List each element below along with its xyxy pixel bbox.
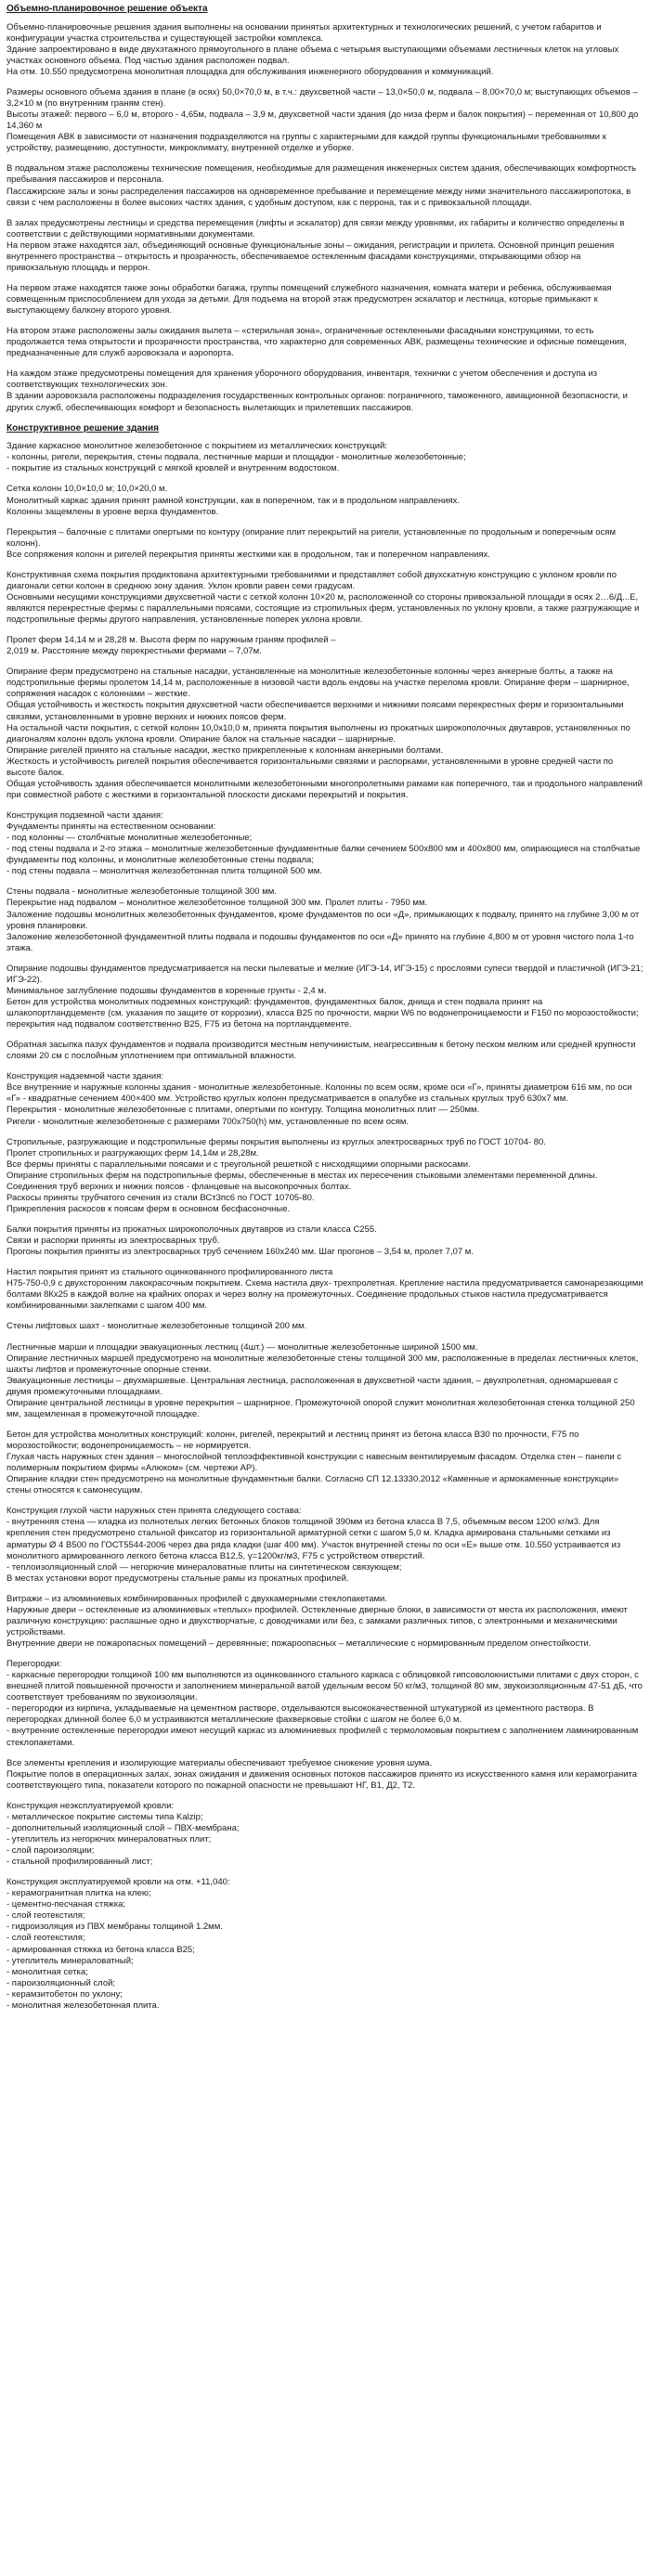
text-line: Здание запроектировано в виде двухэтажного прямоугольного в плане объема с четырьмя выступающими объемами лестничных клеток на угловых участках основного объема. Под частью здания расположен подвал. <box>6 44 619 66</box>
text-line: Перегородки: <box>6 1659 62 1670</box>
text-line: Сетка колонн 10,0×10,0 м; 10,0×20,0 м. <box>6 484 168 495</box>
text-line: - перегородки из кирпича, укладываемые на цементном растворе, отделываются высококачественной штукатуркой из цементного раствора. В перегородках длинной более 6,0 м устраиваются металлические фахверковые стойки с шагом не более 6,0 м. <box>6 1703 594 1726</box>
text-line: Прикрепления раскосов к поясам ферм в основном бесфасоночные. <box>6 1203 291 1214</box>
text-line: Внутренние двери не пожаропасных помещений – деревянные; пожароопасных – металлические с нормированным пределом огнестойкости. <box>6 1638 592 1649</box>
text-line: Опирание центральной лестницы в уровне перекрытия – шарнирное. Промежуточной опорой служит монолитная железобетонная стенка толщиной 250 мм, защемленная в промежуточной площадке. <box>6 1397 635 1419</box>
text-line: Опирание кладки стен предусмотрено на монолитные фундаментные балки. Согласно СП 12.13330.2012 «Каменные и армокаменные конструкции» стены относятся к самонесущим. <box>6 1474 619 1496</box>
text-line: Конструкция эксплуатируемой кровли на отм. +11,040: <box>6 1877 230 1888</box>
text-line: - стальной профилированный лист; <box>6 1857 153 1868</box>
text-line: В здании аэровокзала расположены подразделения государственных контрольных органов: пограничного, таможенного, авиационной безопасности, и других служб, обеспечивающих комфорт и безопасность вылетающих и прилетевших пассажиров. <box>6 391 628 413</box>
text-line: Лестничные марши и площадки эвакуационных лестниц (4шт.) — монолитные железобетонные шириной 1500 мм. <box>6 1341 478 1353</box>
text-line: Бетон для устройства монолитных подземных конструкций: фундаментов, фундаментных балок, днища и стен подвала принят на шлакопортландцементе (см. указания по защите от коррозии), класса В25 по прочности, марки W6 по водонепроницаемости и F150 по морозостойкости; перекрытия над подвалом соответственно B25, F75 из бетона на портландцементе. <box>6 996 639 1030</box>
text-line: Пролет стропильных и разгружающих ферм 14,14м и 28,28м. <box>6 1147 259 1159</box>
text-line: - слой пароизоляции; <box>6 1845 95 1856</box>
text-line: Конструкция надземной части здания: <box>6 1071 163 1082</box>
text-line: Перекрытие над подвалом – монолитное железобетонное толщиной 300 мм. Пролет плиты - 7950 мм. <box>6 898 428 909</box>
text-line: Все элементы крепления и изолирующие материалы обеспечивают требуемое снижение уровня шума. <box>6 1757 433 1768</box>
text-line: - керамогранитная плитка на клею; <box>6 1888 151 1899</box>
paragraph <box>6 22 644 78</box>
text-line: Общая устойчивость и жесткость покрытия двухсветной части обеспечивается верхними и нижними поясами перекрестных ферм и горизонтальными связями, установленными в уровне верхних и нижних поясов ферм. <box>6 700 624 722</box>
text-line: Покрытие полов в операционных залах, зонах ожидания и движения основных потоков пассажиров принято из искусственного камня или керамогранита соответствующего типа, показатели которого по пожарной опасности не превышают НГ, В1, Д2, Т2. <box>6 1768 638 1791</box>
text-line: - гидроизоляция из ПВХ мембраны толщиной 1.2мм. <box>6 1922 223 1933</box>
text-line: Наружные двери – остекленные из алюминиевых «теплых» профилей. Остекленные дверные блоки, в зависимости от места их расположения, имеют различную конструкцию: распашные одно и двухстворчатые, с доводчиками или без, с замками различных типов, с электронными и механическими устройствами. <box>6 1604 628 1638</box>
paragraph <box>6 887 644 953</box>
text-line: Колонны защемлены в уровне верха фундаментов. <box>6 506 219 517</box>
paragraph <box>6 1506 644 1584</box>
text-line: Минимальное заглубление подошвы фундаментов в коренные грунты - 2,4 м. <box>6 985 327 996</box>
text-line: Обратная засыпка пазух фундаментов и подвала производится местным непучинистым, неагрессивным к бетону песком мелким или средней крупности слоями 20 см с послойным уплотнением при оптимальной влажности. <box>6 1040 636 1062</box>
section-heading: Конструктивное решение здания <box>6 422 159 434</box>
paragraph <box>6 1267 644 1312</box>
paragraph <box>6 1137 644 1215</box>
text-line: - каркасные перегородки толщиной 100 мм выполняются из оцинкованного стального каркаса с облицовкой гипсоволокнистыми плитами с двух сторон, с внешней плитой повышенной прочности и заполнением минеральной ватой удельным весом 50 кг/м3, толщиной 80 мм, звукоизоляционным 47-51 дБ, что соответствует требованиям по звукоизоляции. <box>6 1670 643 1703</box>
text-line: Заложение железобетонной фундаментной плиты подвала и подошвы фундаментов по оси «Д» принято на глубине 4,800 м от уровня чистого пола 1-го этажа. <box>6 931 634 953</box>
text-line: - под стены подвала и 2-го этажа – монолитные железобетонные фундаментные балки сечением 500х800 мм и 400х800 мм, опирающиеся на столбчатые фундаменты под колонны, и монолитные железобетонные стены подвала; <box>6 844 641 866</box>
text-line: - покрытие из стальных конструкций с мягкой кровлей и внутренним водостоком. <box>6 463 340 474</box>
text-line: Опирание стропильных ферм на подстропильные фермы, обеспеченные в местах их пересечения стыковыми элементами переменной длины. <box>6 1170 598 1181</box>
paragraph <box>6 441 644 474</box>
text-line: - слой геотекстиля; <box>6 1933 85 1944</box>
text-line: Заложение подошвы монолитных железобетонных фундаментов, кроме фундаментов по оси «Д», примыкающих к подвалу, принято на глубине 3,00 м от уровня планировки. <box>6 909 640 931</box>
paragraph <box>6 635 644 657</box>
text-line: Конструкция неэксплуатируемой кровли: <box>6 1800 175 1811</box>
text-line: Стены лифтовых шахт - монолитные железобетонные толщиной 200 мм. <box>6 1321 307 1332</box>
text-line: Перекрытия – балочные с плитами опертыми по контуру (опирание плит перекрытий на ригели, установленные по продольным и поперечным осям колонн). <box>6 526 616 549</box>
paragraph <box>6 810 644 877</box>
text-line: Все фермы приняты с параллельными поясами и с треугольной решеткой с нисходящими опорными раскосами. <box>6 1159 471 1170</box>
text-line: - монолитная железобетонная плита. <box>6 2000 160 2011</box>
text-line: Высоты этажей: первого – 6,0 м, второго - 4,65м, подвала – 3,9 м, двухсветной части здания (до низа ферм и балок покрытия) – переменная от 10,800 до 14,360 м <box>6 110 639 132</box>
text-line: - утеплитель из негорючих минераловатных плит; <box>6 1833 212 1845</box>
text-line: Размеры основного объема здания в плане (в осях) 50,0×70,0 м, в т.ч.: двухсветной части – 13,0×50,0 м, подвала – 8,00×70,0 м; выступающих объемов – 3,2×10 м (по внутренним граням стен). <box>6 87 638 110</box>
text-line: - армированная стяжка из бетона класса В25; <box>6 1944 195 1955</box>
paragraph <box>6 1877 644 2012</box>
text-line: На первом этаже находятся также зоны обработки багажа, группы помещений служебного назначения, комната матери и ребенка, обслуживаемая совмещенным приспособлением для ухода за детьми. Для подъема на второй этаж предусмотрен эскалатор и лестница, которые примыкают к выступающему балкону второго уровня. <box>6 282 612 317</box>
text-line: Прогоны покрытия приняты из электросварных труб сечением 160х240 мм. Шаг прогонов – 3,54 м, пролет 7,07 м. <box>6 1247 474 1258</box>
text-line: Настил покрытия принят из стального оцинкованного профилированного листа <box>6 1267 333 1278</box>
text-line: На остальной части покрытия, с сеткой колонн 10,0х10,0 м, принята покрытия выполнены из прокатных широкополочных двутавров, установленных по диагоналям колонн вдоль уклона кровли. Опирание балок на стальные насадки – шарнирные. <box>6 722 630 744</box>
text-line: - металлическое покрытие системы типа Kalzip; <box>6 1811 203 1822</box>
text-line: 2,019 м. Расстояние между перекрестными фермами – 7,07м. <box>6 646 262 657</box>
paragraph <box>6 964 644 1030</box>
text-line: - пароизоляционный слой; <box>6 1977 116 1988</box>
text-line: Конструктивная схема покрытия продиктована архитектурными требованиями и представляет собой двухскатную конструкцию с уклоном кровли по диагонали сетки колонн в среднюю зону здания. Уклон кровли равен семи градусам. <box>6 569 617 591</box>
text-line: Связи и распорки приняты из электросварных труб. <box>6 1236 220 1247</box>
paragraph <box>6 1321 644 1332</box>
text-line: - внутренние остекленные перегородки имеют несущий каркас из алюминиевых профилей с термоломовым покрытием с заполнением ламинированным стеклопакетами. <box>6 1726 639 1748</box>
text-line: - теплоизоляционный слой — негорючие минераловатные плиты на синтетическом связующем; <box>6 1561 402 1573</box>
text-line: Помещения АВК в зависимости от назначения подразделяются на группы с характерными для каждой группы функциональными требованиями к устройству, размещению, доступности, микроклимату, внутренней отделке и уборке. <box>6 132 606 154</box>
text-line: - монолитная сетка; <box>6 1966 88 1977</box>
text-line: На каждом этаже предусмотрены помещения для хранения уборочного оборудования, инвентаря, технички с учетом обеспечения и доступа из соответствующих технологических зон. <box>6 369 598 391</box>
text-line: Ригели - монолитные железобетонные с размерами 700х750(h) мм, установленные по всем осям. <box>6 1116 410 1127</box>
text-line: Глухая часть наружных стен здания – многослойной теплоэффективной конструкции с навесным вентилируемым фасадом. Отделка стен – панели с полимерным покрытием фирмы «Алюком» (см. чертежи АР). <box>6 1452 622 1474</box>
text-line: - под стены подвала – монолитная железобетонная плита толщиной 500 мм. <box>6 866 322 877</box>
text-line: В подвальном этаже расположены технические помещения, необходимые для размещения инженерных систем здания, обеспечивающих комфортность пребывания пассажиров и персонала. <box>6 163 637 186</box>
text-line: - слой геотекстиля; <box>6 1910 85 1922</box>
text-line: На втором этаже расположены залы ожидания вылета – «стерильная зона», ограниченные остекленными фасадными конструкциями, то есть продолжается тема открытости и прозрачности пространства, что характерно для современных АВК, размещены технические и офисные помещения, предназначенные для служб аэровокзала и аэропорта. <box>6 326 627 359</box>
text-line: Все сопряжения колонн и ригелей перекрытия приняты жесткими как в продольном, так и поперечном направлениях. <box>6 549 490 560</box>
paragraph <box>6 369 644 413</box>
paragraph <box>6 1342 644 1420</box>
text-line: Стропильные, разгружающие и подстропильные фермы покрытия выполнены из круглых электросварных труб по ГОСТ 10704- 80. <box>6 1136 546 1147</box>
text-line: Опирание ригелей принято на стальные насадки, жестко прикрепленные к колоннам анкерными болтами. <box>6 744 444 756</box>
text-line: На отм. 10.550 предусмотрена монолитная площадка для обслуживания инженерного оборудования и коммуникаций. <box>6 66 494 77</box>
text-line: - внутренняя стена — кладка из полнотелых легких бетонных блоков толщиной 390мм из бетона класса В 7,5, объемным весом 1200 кг/м3. Для крепления стен предусмотрено стальной фиксатор из горизонтальной арматурной сетки с шагом 5,0 м. Кладка армирована стальными сетками из арматуры Ø 4 В500 по ГОСТ5544-2006 через два ряда кладки (шаг 400 мм). Участок внутренней стены по оси «Е» выше отм. 10.550 устраивается из монолитного армированного легкого бетона класса B12,5, γ=1200кг/м3, F75 с устройством отверстий. <box>6 1517 621 1561</box>
paragraph <box>6 1071 644 1127</box>
text-line: Все внутренние и наружные колонны здания - монолитные железобетонные. Колонны по всем осям, кроме оси «Г», приняты диаметром 616 мм, по оси «Г» - квадратные сечением 400×400 мм. Устройство круглых колонн предусматривается в опалубке из стальных круглых труб 630х7 мм. <box>6 1082 632 1105</box>
text-line: - утеплитель минераловатный; <box>6 1955 134 1966</box>
paragraph <box>6 163 644 208</box>
text-line: В местах установки ворот предусмотрены стальные рамы из прокатных профилей. <box>6 1573 349 1584</box>
text-line: Объемно-планировочные решения здания выполнены на основании принятых архитектурных и технологических решений, с учетом габаритов и конфигурации участка строительства и существующей застройки комплекса. <box>6 21 602 44</box>
text-line: Балки покрытия приняты из прокатных широкополочных двутавров из стали класса С255. <box>6 1224 377 1235</box>
text-line: Раскосы приняты трубчатого сечения из стали ВСт3пс6 по ГОСТ 10705-80. <box>6 1192 315 1203</box>
section-heading: Объемно-планировочное решение объекта <box>6 4 208 14</box>
text-line: - колонны, ригели, перекрытия, стены подвала, лестничные марши и площадки - монолитные железобетонные; <box>6 452 466 463</box>
paragraph <box>6 667 644 801</box>
text-line: Перекрытия - монолитные железобетонные с плитами, опертыми по контуру. Толщина монолитных плит — 250мм. <box>6 1105 480 1116</box>
paragraph <box>6 527 644 561</box>
paragraph <box>6 570 644 626</box>
text-line: На первом этаже находятся зал, объединяющий основные функциональные зоны – ожидания, регистрации и прилета. Основной принцип решения внутреннего пространства – открытость и прозрачность, обеспечиваемое остекленным фасадами конструкциями, открывающими обзор на привокзальную площадь и перрон. <box>6 239 615 273</box>
paragraph <box>6 1758 644 1792</box>
text-line: Опирание лестничных маршей предусмотрено на монолитные железобетонные стены толщиной 300 мм, расположенные в пределах лестничных клеток, шахты лифтов и промежуточные опорные стенки. <box>6 1353 639 1375</box>
paragraph <box>6 1594 644 1650</box>
paragraph <box>6 218 644 274</box>
text-line: Фундаменты приняты на естественном основании: <box>6 822 216 833</box>
text-line: Бетон для устройства монолитных конструкций: колонн, ригелей, перекрытий и лестниц принят из бетона класса B30 по прочности, F75 по морозостойкости; водонепроницаемость – не нормируется. <box>6 1429 579 1451</box>
text-line: - дополнительный изоляционный слой – ПВХ-мембрана; <box>6 1822 240 1833</box>
text-line: - цементно-песчаная стяжка; <box>6 1899 126 1910</box>
paragraph <box>6 484 644 517</box>
text-line: Опирание подошвы фундаментов предусматривается на пески пылеватые и мелкие (ИГЭ-14, ИГЭ-15) с прослоями супеси твердой и пластичной (ИГЭ-21; ИГЭ-22). <box>6 963 644 985</box>
text-line: Витражи – из алюминиевых комбинированных профилей с двухкамерными стеклопакетами. <box>6 1593 387 1604</box>
paragraph <box>6 87 644 154</box>
text-line: В залах предусмотрены лестницы и средства перемещения (лифты и эскалатор) для связи между уровнями, их габариты и количество определены в соответствии с действующими нормативными документами. <box>6 217 625 239</box>
text-line: Основными несущими конструкциями двухсветной части с сеткой колонн 10×20 м, расположенной со стороны привокзальной площади в осях 2…6/Д...Е, являются перекрестные фермы с параллельными поясами, состоящие из стропильных ферм, установленных по уклону кровли, а также разгружающие и подстропильные фермы другого направления, установленные поперек уклона кровли. <box>6 591 640 626</box>
paragraph <box>6 1801 644 1868</box>
text-line: Эвакуационные лестницы – двухмаршевые. Центральная лестница, расположенная в двухсветной части здания, – двухпролетная, одномаршевая с двумя промежуточными площадками. <box>6 1375 618 1397</box>
paragraph <box>6 1430 644 1496</box>
text-line: Конструкция глухой части наружных стен принята следующего состава: <box>6 1506 302 1517</box>
text-line: Пассажирские залы и зоны распределения пассажиров на одновременное пребывание и перемещение между ними значительного пассажиропотока, в связи с чем расположены в более высоких частях здания, с удобным доступом, как с перрона, так и с привокзальной площади. <box>6 186 631 208</box>
paragraph <box>6 1040 644 1062</box>
paragraph <box>6 326 644 359</box>
text-line: Соединения труб верхних и нижних поясов - фланцевые на высокопрочных болтах. <box>6 1181 352 1192</box>
text-line: - под колонны — столбчатые монолитные железобетонные; <box>6 833 253 844</box>
text-line: Пролет ферм 14,14 м и 28,28 м. Высота ферм по наружным граням профилей – <box>6 635 336 646</box>
text-line: Жесткость и устойчивость ригелей покрытия обеспечивается горизонтальными связями и распорками, установленными в уровне средней части по высоте балок. <box>6 756 614 778</box>
paragraph <box>6 1224 644 1258</box>
text-line: Н75-750-0,9 с двухсторонним лакокрасочным покрытием. Схема настила двух- трехпролетная. Крепление настила предусматривается самонарезающими болтами 8Кх25 в каждой волне на крайних опорах и через волну на промежуточных. Соединение продольных стыков настила предусматривается комбинированными заклепками с шагом 400 мм. <box>6 1278 644 1312</box>
text-line: Монолитный каркас здания принят рамной конструкции, как в поперечном, так и в продольном направлениях. <box>6 495 460 506</box>
paragraph <box>6 283 644 317</box>
text-line: Конструкция подземной части здания: <box>6 810 163 821</box>
text-line: Общая устойчивость здания обеспечивается монолитными железобетонными многопролетными рамами как поперечного, так и продольного направлений при совместной работе с жесткими в горизонтальной плоскости дисками перекрытий и покрытия. <box>6 778 643 800</box>
text-line: Стены подвала - монолитные железобетонные толщиной 300 мм. <box>6 887 277 898</box>
text-line: Опирание ферм предусмотрено на стальные насадки, установленные на монолитные железобетонные колонны через анкерные болты, а также на подстропильные фермы пролетом 14,14 м, расположенные в низовой части вдоль ендовы на участке перелома кровли. Опирание ферм – шарнирное, сопряжения насадок с колоннами – жесткие. <box>6 667 630 700</box>
text-line: - керамзитобетон по уклону; <box>6 1988 123 2000</box>
paragraph <box>6 1659 644 1749</box>
text-line: Здание каркасное монолитное железобетонное с покрытием из металлических конструкций: <box>6 441 388 452</box>
